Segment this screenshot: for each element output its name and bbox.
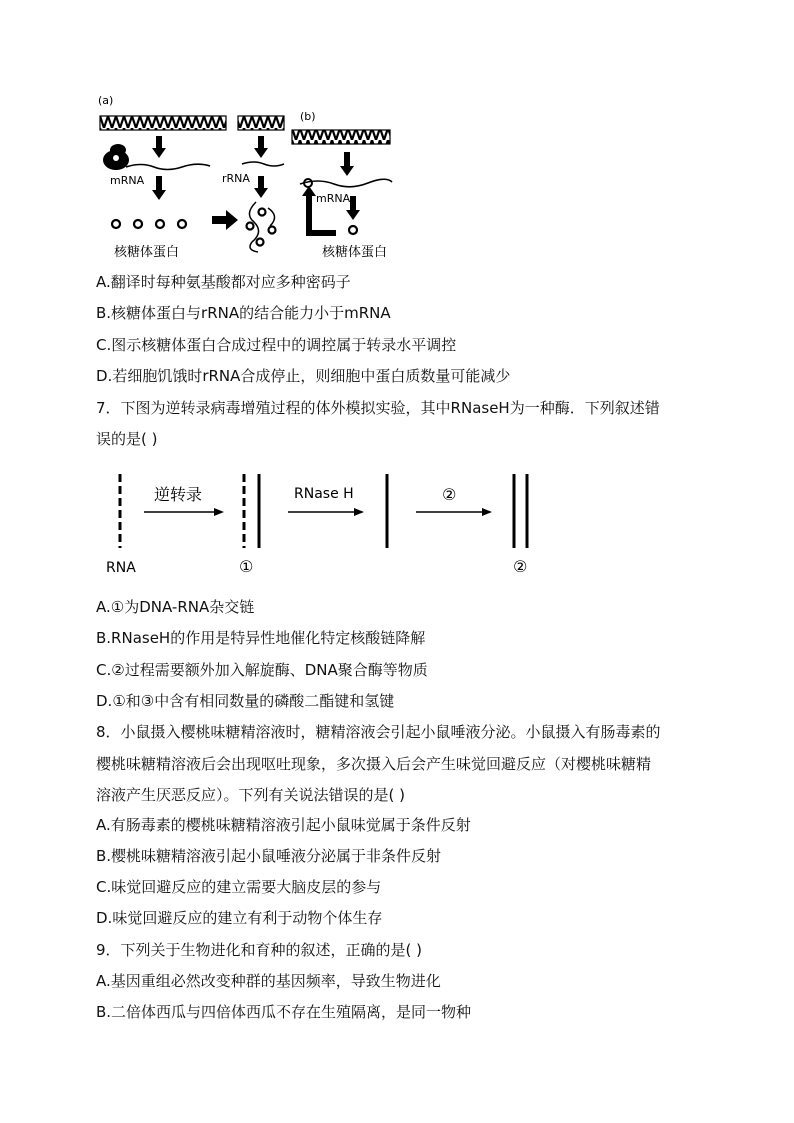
q9-option-a: A.基因重组必然改变种群的基因频率，导致生物进化 (96, 972, 441, 990)
ribosome-icon (103, 144, 129, 170)
label-2: ② (513, 557, 528, 576)
q8-stem-line3: 溶液产生厌恶反应）。下列有关说法错误的是( ) (96, 786, 405, 804)
q7-option-b: B.RNaseH的作用是特异性地催化特定核酸链降解 (96, 629, 426, 647)
rrna-strand (242, 162, 284, 166)
protein-dot-b (349, 226, 357, 234)
mrna-strand-b (300, 179, 392, 187)
arrow3-head (482, 508, 492, 516)
q8-option-b: B.樱桃味糖精溶液引起小鼠唾液分泌属于非条件反射 (96, 847, 442, 865)
q6-option-b: B.核糖体蛋白与rRNA的结合能力小于mRNA (96, 304, 391, 322)
label-b: (b) (300, 110, 316, 123)
dna-bar-3 (292, 130, 390, 144)
label-a: (a) (98, 94, 114, 107)
arrow-down-2 (152, 176, 166, 200)
arrow-down-3 (254, 136, 268, 158)
rrna-label: rRNA (222, 172, 250, 185)
mrna-label-b: mRNA (316, 192, 351, 205)
q9-stem: 9．下列关于生物进化和育种的叙述，正确的是( ) (96, 941, 423, 959)
protein-label-right: 核糖体蛋白 (322, 245, 388, 260)
arrow-down-5 (340, 152, 354, 176)
ribosome-regulation-figure (96, 92, 396, 268)
q8-stem-line1: 8．小鼠摄入樱桃味糖精溶液时，糖精溶液会引起小鼠唾液分泌。小鼠摄入有肠毒素的 (96, 723, 661, 741)
arrow2-head (354, 508, 364, 516)
arrow2-label: RNase H (294, 486, 354, 502)
q6-option-d: D.若细胞饥饿时rRNA合成停止，则细胞中蛋白质数量可能减少 (96, 367, 511, 385)
dna-bar-1 (100, 116, 226, 130)
label-rna: RNA (106, 560, 136, 576)
arrow-right-big (212, 210, 238, 230)
q6-option-c: C.图示核糖体蛋白合成过程中的调控属于转录水平调控 (96, 336, 457, 354)
mrna-label: mRNA (110, 174, 145, 187)
label-1: ① (239, 557, 254, 576)
arrow1-label: 逆转录 (154, 485, 203, 504)
q6-option-a: A.翻译时每种氨基酸都对应多种密码子 (96, 273, 351, 291)
arrow1-head (214, 508, 224, 516)
q7-stem-line1: 7．下图为逆转录病毒增殖过程的体外模拟实验，其中RNaseH为一种酶．下列叙述错 (96, 399, 660, 417)
q7-option-a: A.①为DNA-RNA杂交链 (96, 598, 255, 616)
q9-option-b: B.二倍体西瓜与四倍体西瓜不存在生殖隔离，是同一物种 (96, 1003, 472, 1021)
q8-option-d: D.味觉回避反应的建立有利于动物个体生存 (96, 909, 383, 927)
reverse-transcription-figure (96, 468, 596, 580)
q8-stem-line2: 樱桃味糖精溶液后会出现呕吐现象，多次摄入后会产生味觉回避反应（对樱桃味糖精 (96, 755, 652, 773)
protein-label-left: 核糖体蛋白 (114, 245, 180, 260)
arrow-down-1 (152, 136, 166, 158)
q7-option-d: D.①和③中含有相同数量的磷酸二酯键和氢键 (96, 692, 395, 710)
assembled-ribosome-icon (247, 202, 276, 252)
q8-option-a: A.有肠毒素的樱桃味糖精溶液引起小鼠味觉属于条件反射 (96, 816, 471, 834)
mrna-strand (126, 164, 210, 169)
q7-stem-line2: 误的是( ) (96, 430, 158, 448)
protein-dots (112, 220, 186, 228)
q8-option-c: C.味觉回避反应的建立需要大脑皮层的参与 (96, 878, 382, 896)
dna-bar-2 (238, 116, 284, 130)
q7-option-c: C.②过程需要额外加入解旋酶、DNA聚合酶等物质 (96, 661, 428, 679)
arrow3-label: ② (442, 485, 457, 504)
arrow-down-4 (254, 176, 268, 198)
